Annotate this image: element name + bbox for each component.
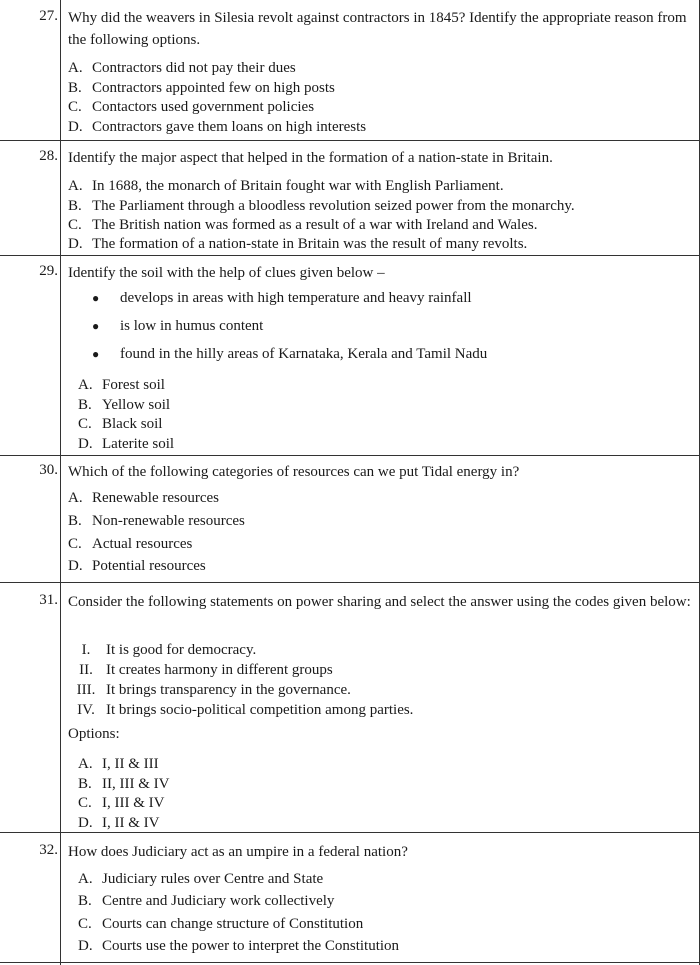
option-b: B. Contractors appointed few on high posts <box>68 80 335 96</box>
row-divider <box>0 962 700 963</box>
option-c: C. Courts can change structure of Constitution <box>78 916 364 932</box>
option-a: A. Contractors did not pay their dues <box>68 60 296 76</box>
row-divider <box>0 455 700 456</box>
statement-item: IV. It brings socio-political competition among parties. <box>77 702 414 718</box>
option-c: C. I, III & IV <box>78 795 165 811</box>
option-a: A. Judiciary rules over Centre and State <box>78 871 324 887</box>
row-divider <box>0 140 700 141</box>
clue-item: ● develops in areas with high temperature and heavy rainfall <box>92 290 472 306</box>
option-d: D. Potential resources <box>68 558 206 574</box>
option-a: A. In 1688, the monarch of Britain fought war with English Parliament. <box>68 178 504 194</box>
option-b: B. Yellow soil <box>78 397 171 413</box>
option-c: C. The British nation was formed as a result of a war with Ireland and Wales. <box>68 217 538 233</box>
option-a: A. I, II & III <box>78 756 159 772</box>
question-number: 31. <box>39 592 58 608</box>
clue-item: ● found in the hilly areas of Karnataka, Kerala and Tamil Nadu <box>92 346 488 362</box>
question-number: 29. <box>39 263 58 279</box>
question-text: How does Judiciary act as an umpire in a federal nation? <box>68 844 408 860</box>
clue-item: ● is low in humus content <box>92 318 264 334</box>
option-d: D. Contractors gave them loans on high interests <box>68 119 367 135</box>
statement-item: III. It brings transparency in the governance. <box>76 682 351 698</box>
question-text: Identify the major aspect that helped in the formation of a nation-state in Britain. <box>68 150 553 166</box>
column-divider <box>60 0 61 965</box>
options-label: Options: <box>68 726 120 742</box>
row-divider <box>0 582 700 583</box>
option-b: B. Non-renewable resources <box>68 513 245 529</box>
option-b: B. The Parliament through a bloodless revolution seized power from the monarchy. <box>68 198 575 214</box>
question-text: Consider the following statements on power sharing and select the answer using the codes given below: <box>68 594 691 610</box>
question-number: 27. <box>39 8 58 24</box>
question-text: Which of the following categories of resources can we put Tidal energy in? <box>68 464 520 480</box>
question-number: 28. <box>39 148 58 164</box>
option-a: A. Renewable resources <box>68 490 220 506</box>
option-c: C. Actual resources <box>68 536 193 552</box>
option-d: D. Laterite soil <box>78 436 175 452</box>
row-divider <box>0 255 700 256</box>
option-d: D. I, II & IV <box>78 815 160 831</box>
question-text: Why did the weavers in Silesia revolt against contractors in 1845? Identify the appropriate reason from the following options. <box>68 10 687 48</box>
option-b: B. Centre and Judiciary work collectively <box>78 893 335 909</box>
option-d: D. Courts use the power to interpret the Constitution <box>78 938 400 954</box>
question-number: 30. <box>39 462 58 478</box>
option-d: D. The formation of a nation-state in Britain was the result of many revolts. <box>68 236 528 252</box>
statement-item: I. It is good for democracy. <box>81 642 257 658</box>
statement-item: II. It creates harmony in different groups <box>79 662 333 678</box>
option-a: A. Forest soil <box>78 377 165 393</box>
option-b: B. II, III & IV <box>78 776 170 792</box>
question-number: 32. <box>39 842 58 858</box>
option-c: C. Contactors used government policies <box>68 99 315 115</box>
question-text: Identify the soil with the help of clues given below – <box>68 265 385 281</box>
option-c: C. Black soil <box>78 416 163 432</box>
